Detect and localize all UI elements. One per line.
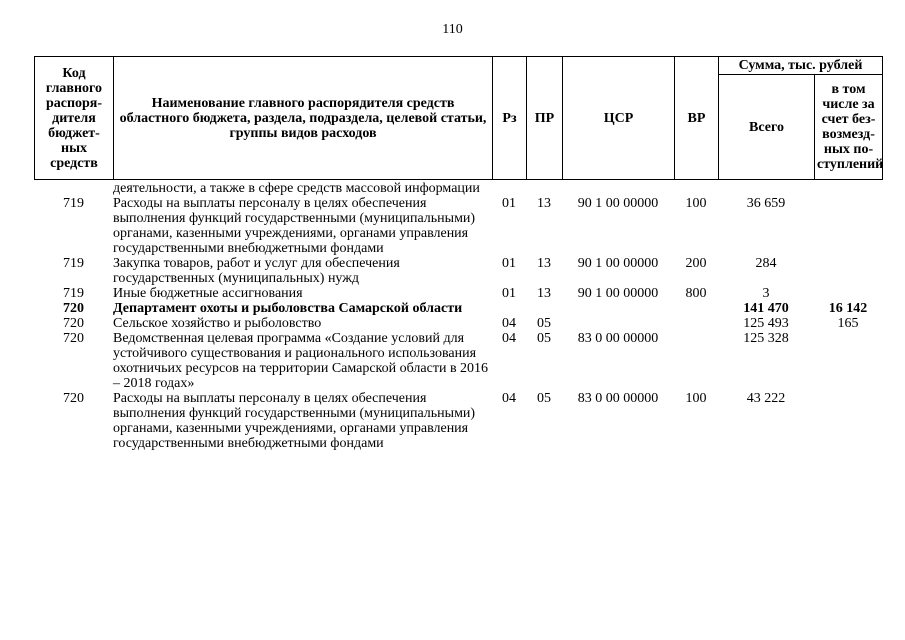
- cell-vr: [674, 331, 718, 391]
- cell-total: 141 470: [743, 301, 789, 316]
- cell-free: 16 142: [828, 301, 868, 316]
- cell-csr: [562, 181, 674, 196]
- header-rz: Рз: [493, 57, 527, 180]
- cell-pr: 13: [537, 286, 551, 301]
- cell-pr: 13: [537, 196, 551, 211]
- header-total: Всего: [719, 75, 815, 180]
- cell-total: 125 328: [743, 331, 789, 346]
- cell-vr: 100: [685, 196, 707, 211]
- cell-free: [814, 181, 882, 196]
- cell-free: [814, 286, 882, 301]
- table-row: [34, 316, 882, 331]
- page-number: 110: [442, 22, 463, 37]
- header-code: Код главного распоря-дителя бюджет-ных средств: [35, 57, 114, 180]
- header-free: в том числе за счет без-возмезд-ных по-ступлений: [815, 75, 883, 180]
- cell-vr: [674, 301, 718, 316]
- cell-name: Закупка товаров, работ и услуг для обеспечения государственных (муниципальных) нужд: [113, 256, 400, 286]
- cell-code: 719: [63, 256, 84, 271]
- cell-rz: 01: [502, 256, 516, 271]
- table-row: [34, 256, 882, 286]
- cell-pr: [526, 301, 562, 316]
- cell-csr: 90 1 00 00000: [577, 256, 659, 271]
- cell-pr: 05: [537, 316, 551, 331]
- cell-rz: 01: [502, 286, 516, 301]
- table-row: [34, 286, 882, 301]
- cell-rz: [492, 181, 526, 196]
- header-name: Наименование главного распорядителя средств областного бюджета, раздела, подраздела, целевой статьи, группы видов расходов: [114, 57, 493, 180]
- cell-csr: [562, 301, 674, 316]
- header-csr: ЦСР: [563, 57, 675, 180]
- cell-free: [814, 256, 882, 286]
- cell-code: 719: [63, 196, 84, 211]
- cell-rz: 04: [502, 316, 516, 331]
- table-row: [34, 331, 882, 391]
- cell-name: Расходы на выплаты персоналу в целях обеспечения выполнения функций государственными (муниципальными) органами, казенными учреждениями, органами управления государственными внебюджетными фондами: [113, 196, 476, 256]
- cell-name: Иные бюджетные ассигнования: [113, 286, 303, 301]
- cell-free: [814, 391, 882, 451]
- cell-total: 36 659: [746, 196, 786, 211]
- header-vr: ВР: [675, 57, 719, 180]
- cell-free: 165: [837, 316, 859, 331]
- cell-pr: 05: [537, 331, 551, 346]
- cell-name: Расходы на выплаты персоналу в целях обеспечения выполнения функций государственными (муниципальными) органами, казенными учреждениями, органами управления государственными внебюджетными фондами: [113, 391, 476, 451]
- cell-vr: 800: [685, 286, 707, 301]
- table-row: [34, 391, 882, 451]
- cell-total: 3: [762, 286, 770, 301]
- table-row: [34, 301, 882, 316]
- cell-rz: 04: [502, 391, 516, 406]
- cell-name: Сельское хозяйство и рыболовство: [113, 316, 322, 331]
- cell-vr: [674, 316, 718, 331]
- cell-vr: 100: [685, 391, 707, 406]
- cell-csr: 90 1 00 00000: [577, 196, 659, 211]
- cell-csr: [562, 316, 674, 331]
- cell-pr: 05: [537, 391, 551, 406]
- header-sum: Сумма, тыс. рублей: [719, 57, 883, 75]
- table-row: [34, 181, 882, 196]
- data-table: [34, 181, 882, 451]
- cell-name: Ведомственная целевая программа «Создание условий для устойчивого существования и рационального использования охотничьих ресурсов на территории Самарской области в 2016 – 2018 годах»: [113, 331, 489, 391]
- cell-rz: [492, 301, 526, 316]
- cell-csr: 90 1 00 00000: [577, 286, 659, 301]
- cell-free: [814, 196, 882, 256]
- table-header: [34, 56, 883, 180]
- cell-code: 720: [63, 316, 84, 331]
- cell-total: 43 222: [746, 391, 786, 406]
- cell-free: [814, 331, 882, 391]
- cell-pr: 13: [537, 256, 551, 271]
- cell-total: 125 493: [743, 316, 789, 331]
- cell-rz: 04: [502, 331, 516, 346]
- header-pr: ПР: [527, 57, 563, 180]
- cell-code: 719: [63, 286, 84, 301]
- cell-vr: 200: [685, 256, 707, 271]
- cell-csr: 83 0 00 00000: [577, 331, 659, 346]
- cell-rz: 01: [502, 196, 516, 211]
- cell-code: 720: [63, 301, 84, 316]
- table-row: [34, 196, 882, 256]
- cell-vr: [674, 181, 718, 196]
- cell-code: 720: [63, 391, 84, 406]
- cell-pr: [526, 181, 562, 196]
- cell-total: [718, 181, 814, 196]
- cell-code: 720: [63, 331, 84, 346]
- cell-total: 284: [755, 256, 777, 271]
- cell-code: [34, 181, 113, 196]
- cell-name: деятельности, а также в сфере средств массовой информации: [113, 181, 480, 196]
- cell-csr: 83 0 00 00000: [577, 391, 659, 406]
- cell-name: Департамент охоты и рыболовства Самарской области: [113, 301, 463, 316]
